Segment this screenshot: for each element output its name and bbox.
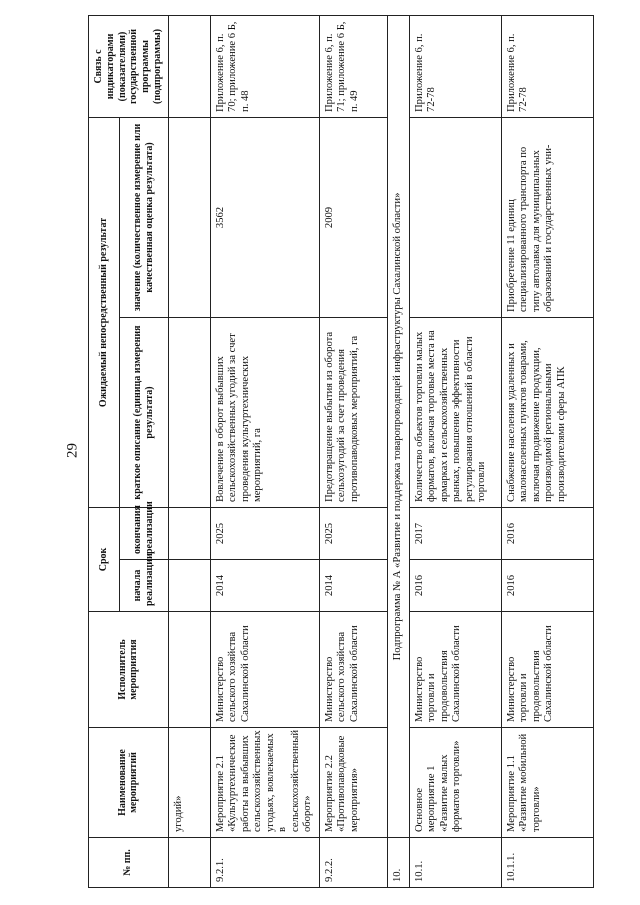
header-end: окончания реализации <box>120 507 169 559</box>
cell-end: 2025 <box>210 507 319 559</box>
cell-start: 2016 <box>501 560 593 612</box>
cell-end: 2016 <box>501 507 593 559</box>
header-value: значение (количественное измерение или качественная оценка результата) <box>120 117 169 317</box>
cell-link <box>168 15 210 117</box>
cell-name: Мероприятие 1.1 «Развитие мобильной торговли» <box>501 728 593 838</box>
cell-link: Приложение 6, п. 72-78 <box>409 15 501 117</box>
header-num: № пп. <box>89 838 169 888</box>
cell-num: 10.1.1. <box>501 838 593 888</box>
cell-num: 9.2.1. <box>210 838 319 888</box>
cell-link: Приложение 6, п. 71; приложение 6 Б, п. 49 <box>319 15 387 117</box>
program-table <box>88 15 594 888</box>
cell-executor: Министерство сельского хозяйства Сахалинской области <box>319 612 387 728</box>
cell-value <box>168 117 210 317</box>
header-name: Наименование мероприятий <box>89 728 169 838</box>
header-executor: Исполнитель мероприятия <box>89 612 169 728</box>
cell-executor: Министерство торговли и продовольствия Сахалинской области <box>409 612 501 728</box>
cell-value: Приобретение 11 единиц специализированного транспорта по типу автолавка для муниципальных образований и государственных уни- <box>501 117 593 317</box>
cell-end: 2017 <box>409 507 501 559</box>
cell-start: 2014 <box>210 560 319 612</box>
table-row <box>168 15 210 887</box>
subprogram-row <box>387 15 409 887</box>
header-term: Срок <box>89 507 120 611</box>
cell-link: Приложение 6, п. 70; приложение 6 Б, п. 48 <box>210 15 319 117</box>
cell-num: 10.1. <box>409 838 501 888</box>
cell-desc: Вовлечение в оборот выбывших сельскохозяйственных угодий за счет проведения культуртехнических мероприятий, га <box>210 317 319 507</box>
cell-start: 2016 <box>409 560 501 612</box>
table-row <box>409 15 501 887</box>
cell-link: Приложение 6, п. 72-78 <box>501 15 593 117</box>
header-short-desc: краткое описание (единица измерения результата) <box>120 317 169 507</box>
cell-name: Основное мероприятие 1 «Развитие малых форматов торговли» <box>409 728 501 838</box>
cell-name: Мероприятие 2.1 «Культуртехнические работы на выбывших сельскохозяйственных угодьях, вовлекаемых в сельскохозяйственный оборот» <box>210 728 319 838</box>
page-number: 29 <box>64 443 81 458</box>
cell-start: 2014 <box>319 560 387 612</box>
cell-value: 2009 <box>319 117 387 317</box>
cell-value <box>409 117 501 317</box>
table-row <box>501 15 593 887</box>
header-row-1 <box>89 15 120 887</box>
table-row <box>210 15 319 887</box>
header-expected: Ожидаемый непосредственный результат <box>89 117 120 507</box>
cell-executor: Министерство торговли и продовольствия Сахалинской области <box>501 612 593 728</box>
cell-end: 2025 <box>319 507 387 559</box>
cell-name: Мероприятие 2.2 «Противопаводковые мероприятия» <box>319 728 387 838</box>
table-row <box>319 15 387 887</box>
cell-num <box>168 838 210 888</box>
rotated-table-container <box>88 16 638 888</box>
cell-desc: Предотвращение выбытия из оборота сельхозугодий за счет проведения противопаводковых мероприятий, га <box>319 317 387 507</box>
cell-end <box>168 507 210 559</box>
cell-desc <box>168 317 210 507</box>
header-link: Связь с индикаторами (показателями) государственной программы (подпрограммы) <box>89 15 169 117</box>
cell-num: 9.2.2. <box>319 838 387 888</box>
cell-desc: Снабжение населения удаленных и малонаселенных пунктов товарами, включая продвижение продукции, производимой региональными производителями сферы АПК <box>501 317 593 507</box>
cell-name: угодий» <box>168 728 210 838</box>
cell-executor: Министерство сельского хозяйства Сахалинской области <box>210 612 319 728</box>
subprogram-num: 10. <box>387 838 409 888</box>
header-start: начала реализации <box>120 560 169 612</box>
cell-executor <box>168 612 210 728</box>
cell-desc: Количество объектов торговли малых форматов, включая торговые места на ярмарках и сельскохозяйственных рынках, повышение эффективности регулирования отношений в области торговли <box>409 317 501 507</box>
subprogram-title: Подпрограмма № А «Развитие и поддержка товаропроводящей инфраструктуры Сахалинской области» <box>387 15 409 837</box>
cell-start <box>168 560 210 612</box>
cell-value: 3562 <box>210 117 319 317</box>
